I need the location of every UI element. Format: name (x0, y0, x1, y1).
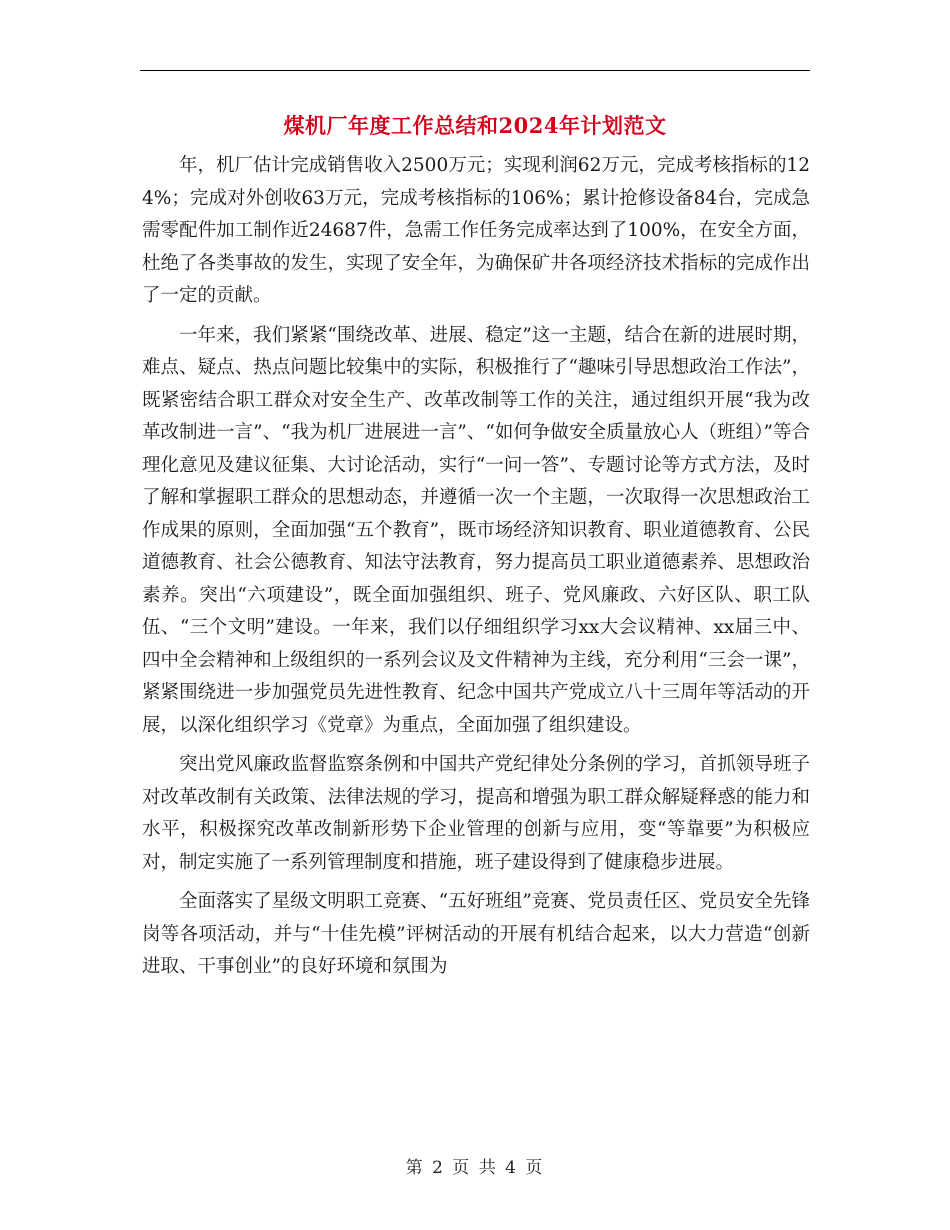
document-body (142, 150, 810, 991)
paragraph-2: 一年来，我们紧紧“围绕改革、进展、稳定”这一主题，结合在新的进展时期，难点、疑点、热点问题比较集中的实际，积极推行了“趣味引导思想政治工作法”，既紧密结合职工群众对安全生产、改革改制等工作的关注，通过组织开展“我为改革改制进一言”、“我为机厂进展进一言”、“如何争做安全质量放心人（班组）”等合理化意见及建议征集、大讨论活动，实行“一问一答”、专题讨论等方式方法，及时了解和掌握职工群众的思想动态，并遵循一次一个主题，一次取得一次思想政治工作成果的原则，全面加强“五个教育”，既市场经济知识教育、职业道德教育、公民道德教育、社会公德教育、知法守法教育，努力提高员工职业道德素养、思想政治素养。突出“六项建设”，既全面加强组织、班子、党风廉政、六好区队、职工队伍、“三个文明”建设。一年来，我们以仔细组织学习xx大会议精神、xx届三中、四中全会精神和上级组织的一系列会议及文件精神为主线，充分利用“三会一课”，紧紧围绕进一步加强党员先进性教育、纪念中国共产党成立八十三周年等活动的开展，以深化组织学习《党章》为重点，全面加强了组织建设。 (142, 324, 810, 736)
document-title: 煤机厂年度工作总结和2024年计划范文 (283, 113, 667, 138)
page-number-footer: 第 2 页 共 4 页 (405, 1158, 545, 1178)
header-rule (140, 70, 810, 71)
paragraph-3: 突出党风廉政监督监察条例和中国共产党纪律处分条例的学习，首抓领导班子对改革改制有关政策、法律法规的学习，提高和增强为职工群众解疑释惑的能力和水平，积极探究改革改制新形势下企业管理的创新与应用，变“等靠要”为积极应对，制定实施了一系列管理制度和措施，班子建设得到了健康稳步进展。 (142, 754, 810, 873)
paragraph-1: 年，机厂估计完成销售收入2500万元；实现利润62万元，完成考核指标的124%；完成对外创收63万元，完成考核指标的106%；累计抢修设备84台，完成急需零配件加工制作近24687件，急需工作任务完成率达到了100%，在安全方面，杜绝了各类事故的发生，实现了安全年，为确保矿井各项经济技术指标的完成作出了一定的贡献。 (142, 155, 810, 306)
paragraph-4: 全面落实了星级文明职工竞赛、“五好班组”竞赛、党员责任区、党员安全先锋岗等各项活动，并与“十佳先模”评树活动的开展有机结合起来，以大力营造“创新进取、干事创业”的良好环境和氛围为 (142, 891, 810, 977)
